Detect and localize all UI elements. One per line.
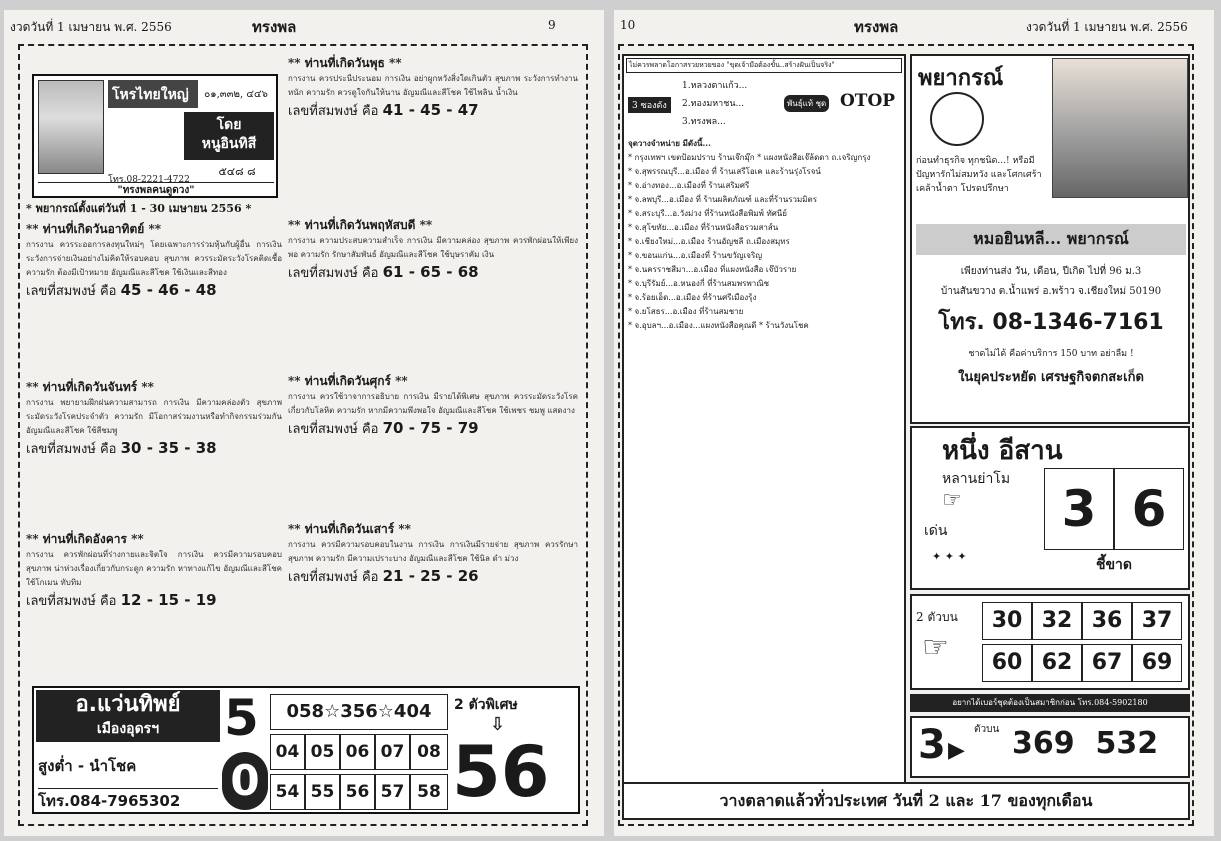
- pointing-hand-icon: ☞: [922, 630, 949, 665]
- ad-slogan: "ทรงพลคนดูดวง": [38, 182, 274, 198]
- issue-date: งวดวันที่ 1 เมษายน พ.ศ. 2556: [10, 20, 172, 34]
- day-section: ** ท่านที่เกิดวันพุธ ** การงาน ควรประนีประนอม การเงิน อย่าผูกหวังสิ่งใดเกินตัว สุขภาพ ระวังการทำงานหนัก ความรัก ควรดูใจกันให้นาน อัญมณีและสีโชค ใช้ไพลิน น้ำเงิน เลขที่สมพงษ์ คือ 41 - 45 - 47: [288, 56, 578, 119]
- left-header: [4, 14, 604, 38]
- day-section: ** ท่านที่เกิดวันจันทร์ ** การงาน พยายามฝึกฝนความสามารถ การเงิน มีความคล่องตัว สุขภาพ ระมัดระวังโรคประจำตัว ความรัก มีโอกาสร่วมงานหรือทำกิจกรรมร่วมกัน อัญมณีและสีโชค ใช้สีชมพู เลขที่สมพงษ์ คือ 30 - 35 - 38: [26, 380, 282, 457]
- down-arrow-icon: ⇩: [490, 714, 506, 735]
- special-number: 56: [452, 731, 550, 813]
- digit: 3: [918, 722, 946, 768]
- three-digit-ad: [910, 716, 1190, 778]
- issue-date: งวดวันที่ 1 เมษายน พ.ศ. 2556: [1026, 20, 1188, 34]
- page-number: 10: [620, 18, 636, 32]
- list-item: * จ.อุบลฯ...อ.เมือง...แผงหนังสือคุณดี * ร้านวังนโชค: [628, 321, 809, 330]
- predict-range: * พยากรณ์ตั้งแต่วันที่ 1 - 30 เมษายน 2556 *: [26, 202, 252, 215]
- digit: 5: [224, 689, 259, 747]
- list-item: * จ.ยโสธร...อ.เมือง ที่ร้านสมชาย: [628, 307, 744, 316]
- number-cell: 3: [1044, 468, 1114, 550]
- list-item: * จ.เชียงใหม่...อ.เมือง ร้านอัญชลี ถ.เมืองสมุทร: [628, 237, 790, 246]
- brand-tag: 3 ซองดัง: [628, 97, 671, 113]
- nung-isan-ad: [910, 426, 1190, 590]
- list-item: * จ.อ่างทอง...อ.เมืองที่ ร้านเสริมศรี: [628, 181, 750, 190]
- number-cell: 6: [1114, 468, 1184, 550]
- lucky-number-ad: [32, 686, 580, 814]
- otop-label: OTOP: [840, 91, 896, 111]
- list-item: * กรุงเทพฯ เขตป้อมปราบ ร้านเจ๊กมุ๊ก * แผงหนังสือเจ๊ล้ดดา ถ.เจริญกรุง: [628, 153, 871, 162]
- footer-banner: วางตลาดแล้วทั่วประเทศ วันที่ 2 และ 17 ของทุกเดือน: [622, 782, 1190, 820]
- ad-subtitle: หลานย่าโม: [942, 471, 1011, 487]
- play-arrow-icon: ▶: [948, 738, 965, 763]
- number-cell: 62: [1032, 644, 1082, 682]
- top-line: ไม่ควรพลาดโอกาสรวยหวยของ "ขุดเจ้ามือต้องขั้น..สร้างฝันเป็นจริง": [626, 58, 902, 73]
- special-label: 2 ตัวพิเศษ: [454, 697, 518, 713]
- otop-tag: พันธุ์แท้ ชุด: [784, 95, 829, 112]
- list-item: * จ.สระบุรี...อ.วังม่วง ที่ร้านหนังสือพิมพ์ ทัศนีย์: [628, 209, 787, 218]
- stars: ✦ ✦ ✦: [932, 550, 967, 563]
- shop-name: อ.แว่นทิพย์ เมืองอุดรฯ: [36, 690, 220, 742]
- luck-text: สูงต่ำ - นำโชค: [38, 757, 137, 775]
- fortune-address: บ้านสันขวาง ต.น้ำแพร่ อ.พร้าว จ.เชียงใหม่ 50190: [940, 286, 1162, 297]
- number-cell: 32: [1032, 602, 1082, 640]
- ad-script: ๐๑,๓๓๒, ๔๔๖: [204, 89, 268, 100]
- fortune-ad: [910, 54, 1190, 424]
- right-header: [614, 14, 1214, 38]
- right-page: [614, 10, 1214, 836]
- number-cell: 57: [375, 774, 410, 810]
- pointing-hand-icon: ☞: [942, 488, 962, 513]
- ad-mark: ๕๔๘ ๘: [218, 165, 256, 178]
- list-item: * จ.สุโขทัย...อ.เมือง ที่ร้านหนังสือรวมสาส์น: [628, 223, 779, 232]
- fortune-fee: ชาดไม่ได้ คือค่าบริการ 150 บาท อย่าลืม !: [968, 349, 1134, 359]
- day-section: ** ท่านที่เกิดวันเสาร์ ** การงาน ควรมีความรอบคอบในงาน การเงิน การเงินมีรายจ่าย สุขภาพ ควรรักษาสุขภาพ ความรัก มีความเปราะบาง อัญมณีและสีโชค ใช้นิล ดำ ม่วง เลขที่สมพงษ์ คือ 21 - 25 - 26: [288, 522, 578, 585]
- three-label: ตัวบน: [974, 724, 1000, 735]
- lead-label: เด่น: [924, 523, 948, 539]
- number-cell: 67: [1082, 644, 1132, 682]
- list-item: * จ.ลพบุรี...อ.เมือง ที่ ร้านผลิตภัณฑ์ และที่ร้านรวมมิตร: [628, 195, 818, 204]
- astrologer-photo: [1052, 58, 1188, 198]
- number-cell: 58: [410, 774, 448, 810]
- number-cell: 60: [982, 644, 1032, 682]
- page-number: 9: [548, 18, 556, 32]
- astro-chart-icon: [930, 92, 984, 146]
- horoscope-ad: [32, 74, 278, 198]
- number-cell: 08: [410, 734, 448, 770]
- day-section: ** ท่านที่เกิดอังคาร ** การงาน ควรพักผ่อนที่ร่างกายและจิตใจ การเงิน ควรมีความรอบคอบ สุขภาพ น่าห่วงเรื่องเกี่ยวกับกระดูก ความรัก หาทางแก้ไข อัญมณีและสีโชค ใช้โกเมน ทับทิม เลขที่สมพงษ์ คือ 12 - 15 - 19: [26, 532, 282, 609]
- number-cell: 69: [1132, 644, 1182, 682]
- left-page: [4, 10, 604, 836]
- three-brands: [624, 75, 904, 135]
- ad-tel: โทร.084-7965302: [38, 788, 218, 813]
- number-cell: 56: [340, 774, 375, 810]
- fortune-name: หมอยินหลี... พยากรณ์: [916, 224, 1186, 255]
- day-section: ** ท่านที่เกิดวันอาทิตย์ ** การงาน ควรระออการลงทุนใหม่ๆ โดยเฉพาะการร่วมหุ้นกับผู้อื่น การเงิน ระวังการจ่ายเงินอย่างไม่คิดให้รอบคอบ สุขภาพ ควรระมัดระวังโรคติดเชื้อ ความรัก ต้องมีเป้าหมาย อัญมณีและสีโชค ใช้เงินและสีทอง เลขที่สมพงษ์ คือ 45 - 46 - 48: [26, 222, 282, 299]
- number-cell: 30: [982, 602, 1032, 640]
- brand: ทรงพล: [854, 18, 899, 36]
- number-cell: 04: [270, 734, 305, 770]
- number-cell: 55: [305, 774, 340, 810]
- ad-title: โหรไทยใหญ่: [108, 80, 198, 108]
- member-bar: อยากได้เบอร์ชุดต้องเป็นสมาชิกก่อน โทร.084-5902180: [910, 694, 1190, 712]
- fortune-tel: โทร. 08-1346-7161: [938, 310, 1164, 335]
- three-numbers: 369 532: [1012, 726, 1159, 761]
- ad-author: โดย หนูอินทิสี: [184, 112, 274, 160]
- list-item: * จ.ร้อยเอ็ด...อ.เมือง ที่ร้านศรีเมืองรุ้ง: [628, 293, 757, 302]
- digit: 0: [222, 752, 268, 810]
- number-cell: 07: [375, 734, 410, 770]
- number-cell: 54: [270, 774, 305, 810]
- fortune-info: เพียงท่านส่ง วัน, เดือน, ปีเกิด ไปที่ 96 ม.3: [960, 266, 1142, 277]
- ad-title: หนึ่ง อีสาน: [942, 436, 1063, 466]
- astrologer-photo: [38, 80, 104, 174]
- list-item: * จ.สุพรรณบุรี...อ.เมือง ที่ ร้านเสรีโอเค และร้านรุ่งโรจน์: [628, 167, 821, 176]
- fortune-title: พยากรณ์: [918, 65, 1004, 91]
- day-section: ** ท่านที่เกิดวันศุกร์ ** การงาน ควรใช้วาจาการอธิบาย การเงิน มีรายได้พิเศษ สุขภาพ ควรระมัดระวังโรคเกี่ยวกับโลหิต ความรัก หากมีความพึงพอใจ อัญมณีและสีโชค ใช้เพชร ชมพู แสดงาง เลขที่สมพงษ์ คือ 70 - 75 - 79: [288, 374, 578, 437]
- distribution-box: [622, 54, 906, 794]
- three-digit-set: 058☆356☆404: [270, 694, 448, 730]
- number-cell: 06: [340, 734, 375, 770]
- list-item: * จ.บุรีรัมย์...อ.หนองกี่ ที่ร้านสมพรพาณิช: [628, 279, 770, 288]
- list-item: * จ.ขอนแก่น...อ.เมืองที่ ร้านขวัญเจริญ: [628, 251, 763, 260]
- number-cell: 37: [1132, 602, 1182, 640]
- decide-label: ชี้ขาด: [1095, 557, 1133, 573]
- number-cell: 05: [305, 734, 340, 770]
- number-cell: 36: [1082, 602, 1132, 640]
- list-item: * จ.นครราชสีมา...อ.เมือง ที่แผงหนังสือ เจ๊บัวราย: [628, 265, 797, 274]
- brand-list: 1.หลวงตาแก้ว... 2.ทองมหาชน... 3.ทรงพล...: [682, 81, 748, 127]
- brand: ทรงพล: [252, 18, 297, 36]
- ad-tel: โทร.08-2221-4722: [108, 175, 190, 185]
- two-label: 2 ตัวบน: [916, 610, 958, 624]
- distribution-list: จุดวางจำหน่าย มีดังนี้... * กรุงเทพฯ เขตป้อมปราบ ร้านเจ๊กมุ๊ก * แผงหนังสือเจ๊ล้ดดา ถ.เจริญกรุง * จ.สุพรรณบุรี...อ.เมือง ที่ ร้านเสรีโอเค และร้านรุ่งโรจน์ * จ.อ่างทอง...อ.เมืองที่ ร้านเสริมศรี * จ.ลพบุรี...อ.เมือง ที่ ร้านผลิตภัณฑ์ และที่ร้านรวมมิตร * จ.สระบุรี...อ.วังม่วง ที่ร้านหนังสือพิมพ์ ทัศนีย์ * จ.สุโขทัย...อ.เมือง ที่ร้านหนังสือรวมสาส์น * จ.เชียงใหม่...อ.เมือง ร้านอัญชลี ถ.เมืองสมุทร * จ.ขอนแก่น...อ.เมืองที่ ร้านขวัญเจริญ * จ.นครราชสีมา...อ.เมือง ที่แผงหนังสือ เจ๊บัวราย * จ.บุรีรัมย์...อ.หนองกี่ ที่ร้านสมพรพาณิช * จ.ร้อยเอ็ด...อ.เมือง ที่ร้านศรีเมืองรุ้ง * จ.ยโสธร...อ.เมือง ที่ร้านสมชาย * จ.อุบลฯ...อ.เมือง...แผงหนังสือคุณดี * ร้านวังนโชค: [624, 135, 904, 335]
- day-section: ** ท่านที่เกิดวันพฤหัสบดี ** การงาน ความประสบความสำเร็จ การเงิน มีความคล่อง สุขภาพ ควรพักผ่อนให้เพียงพอ ความรัก รักษาสัมพันธ์ อัญมณีและสีโชค ใช้บุษราคัม เงิน เลขที่สมพงษ์ คือ 61 - 65 - 68: [288, 218, 578, 281]
- fortune-desc: ก่อนทำธุรกิจ ทุกชนิด...! หรือมีปัญหารักไม่สมหวัง และโศกเศร้า เคล้าน้ำตา โปรดปรึกษา: [916, 156, 1042, 194]
- two-digit-ad: [910, 594, 1190, 690]
- fortune-era: ในยุคประหยัด เศรษฐกิจตกสะเก็ด: [958, 370, 1144, 385]
